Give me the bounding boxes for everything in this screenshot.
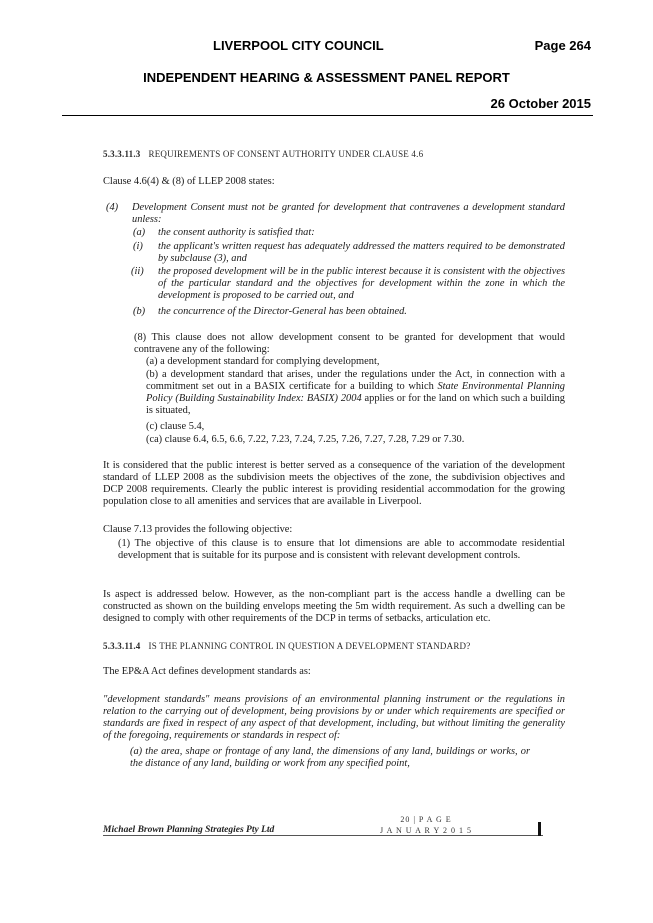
definition-text: "development standards" means provisions of an environmental planning instrument or the regulations in relation to the carrying out of development, being provisions by or under which requirements are specified or standards are fixed in respect of any aspect of that development, including, but without limiting the generality of the foregoing, requirements or standards in respect of:: [103, 694, 565, 741]
definition-intro: The EP&A Act defines development standards as:: [103, 666, 311, 677]
report-date: 26 October 2015: [490, 96, 591, 111]
section-number: 5.3.3.11.3: [103, 149, 141, 159]
basix-policy: State Environmental Planning Policy (Building Sustainability Index: BASIX) 2004: [146, 381, 565, 404]
public-interest-paragraph: It is considered that the public interest is better served as a consequence of the variation of the development standard of LLEP 2008 as the subdivision meets the objectives of the zone, the subdivision objectives and DCP 2008 requirements. Clearly the public interest is providing residential accommodation for the growing population close to all amenities and services that are available in Liverpool.: [103, 460, 565, 507]
item-text: the concurrence of the Director-General has been obtained.: [158, 306, 407, 317]
council-name: LIVERPOOL CITY COUNCIL: [213, 38, 384, 53]
footer-firm: Michael Brown Planning Strategies Pty Ltd: [103, 825, 275, 835]
clause8-b-pre: (b) a development standard that arises, under the regulations under the Act, in connection with a commitment set out in a BASIX certificate for a building to which: [146, 369, 565, 392]
clause8-item-ca: (ca) clause 6.4, 6.5, 6.6, 7.22, 7.23, 7.24, 7.25, 7.26, 7.27, 7.28, 7.29 or 7.30.: [146, 434, 465, 445]
section-heading-standard: [103, 641, 470, 651]
item-label: (i): [133, 241, 143, 252]
item-text: the consent authority is satisfied that:: [158, 227, 315, 238]
footer-mark: [538, 822, 541, 836]
clause8-text: (8) This clause does not allow development consent to be granted for development that would contravene any of the following:: [134, 332, 565, 355]
item-label: (a): [133, 227, 146, 238]
item-label: (b): [133, 306, 146, 317]
section-number: 5.3.3.11.4: [103, 641, 141, 651]
aspect-paragraph: Is aspect is addressed below. However, as the non-compliant part is the access handle a dwelling can be constructed as shown on the building envelops meeting the 5m width requirement. As such a dwelling can be designed to comply with other requirements of the DCP in terms of setbacks, articulation etc.: [103, 589, 565, 624]
report-title: INDEPENDENT HEARING & ASSESSMENT PANEL REPORT: [143, 70, 510, 85]
footer-page-ref: [380, 814, 472, 836]
footer-rule: [103, 835, 543, 836]
clause8-b-post: applies or for the land on which such a building is situated,: [146, 393, 566, 416]
section-title: IS THE PLANNING CONTROL IN QUESTION A DEVELOPMENT STANDARD?: [148, 641, 471, 651]
item-label: (ii): [131, 266, 144, 277]
item-text: the proposed development will be in the public interest because it is consistent with the objectives of the particular standard and the objectives for development within the zone in which the development is proposed to be carried out, and: [158, 266, 565, 301]
definition-item-a: (a) the area, shape or frontage of any land, the dimensions of any land, buildings or works, or the distance of any land, building or work from any specified point,: [130, 746, 530, 769]
clause8-item-a: (a) a development standard for complying development,: [146, 356, 380, 367]
clause713-objective: (1) The objective of this clause is to ensure that lot dimensions are able to accommodate residential development that is suitable for its purpose and is consistent with relevant development controls.: [118, 538, 565, 561]
clause4-text: Development Consent must not be granted for development that contravenes a development standard unless:: [132, 202, 565, 225]
section-title: REQUIREMENTS OF CONSENT AUTHORITY UNDER CLAUSE 4.6: [148, 149, 424, 159]
header-rule: [62, 115, 593, 116]
item-text: the applicant's written request has adequately addressed the matters required to be demonstrated by subclause (3), and: [158, 241, 565, 264]
clause8-item-b: [146, 369, 565, 417]
footer-page-number: 20 | P A G E: [400, 815, 452, 824]
section-heading-consent: [103, 149, 423, 159]
footer-month: J A N U A R Y 2 0 1 5: [380, 826, 472, 835]
page-number: Page 264: [534, 38, 591, 53]
clause4-label: (4): [106, 202, 119, 213]
clause8-item-c: (c) clause 5.4,: [146, 421, 205, 432]
clause713-intro: Clause 7.13 provides the following objective:: [103, 524, 293, 535]
clause-intro: Clause 4.6(4) & (8) of LLEP 2008 states:: [103, 176, 275, 187]
